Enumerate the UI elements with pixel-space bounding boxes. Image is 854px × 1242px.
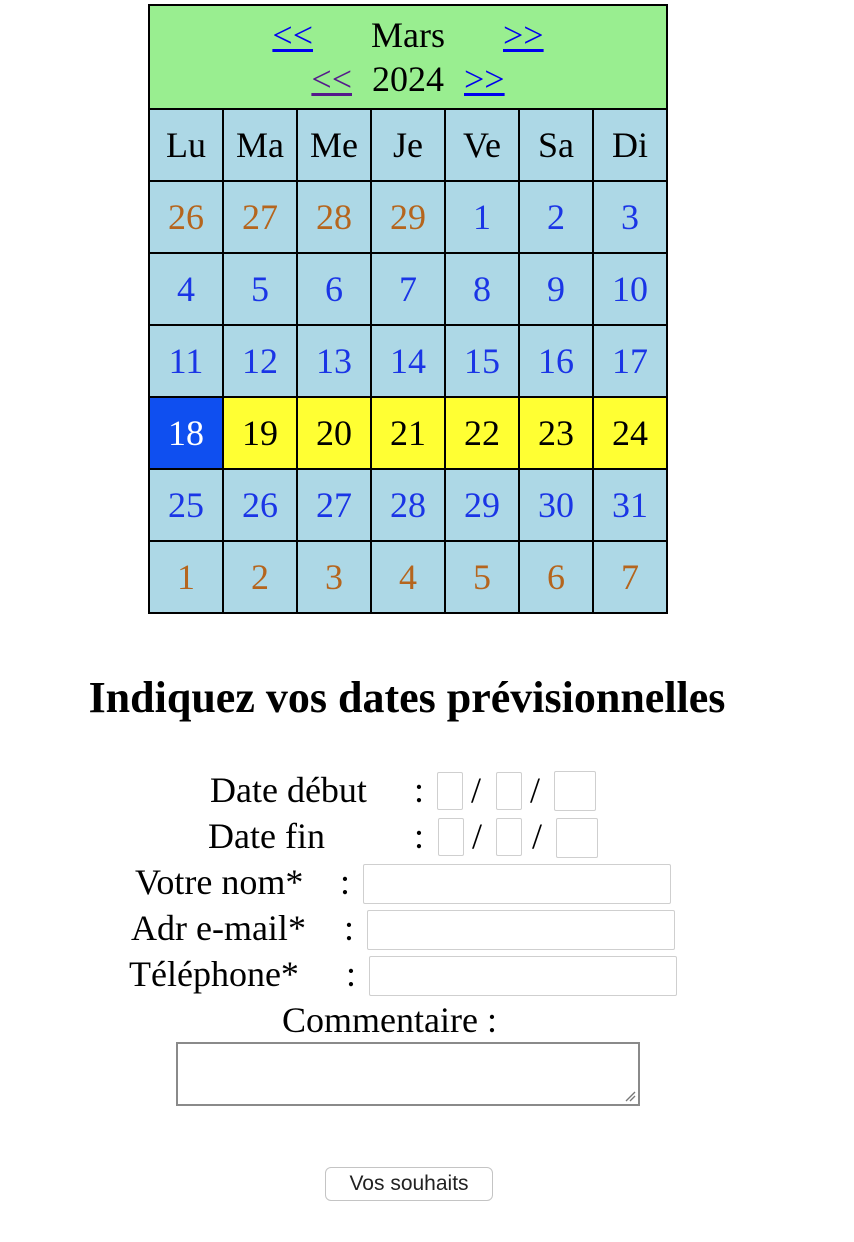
- resize-grip-icon[interactable]: [624, 1090, 636, 1102]
- month-label: Mars: [371, 15, 445, 55]
- phone-input[interactable]: [369, 956, 677, 996]
- calendar-day[interactable]: 21: [371, 397, 445, 469]
- calendar-day[interactable]: 30: [519, 469, 593, 541]
- calendar-header: [149, 5, 667, 109]
- calendar-day[interactable]: 3: [593, 181, 667, 253]
- calendar-day[interactable]: 4: [371, 541, 445, 613]
- calendar-week-row: [149, 469, 667, 541]
- comment-textarea[interactable]: [176, 1042, 640, 1106]
- calendar-day[interactable]: 28: [297, 181, 371, 253]
- colon: :: [414, 816, 425, 856]
- calendar-day[interactable]: 23: [519, 397, 593, 469]
- date-start-row: [0, 770, 854, 810]
- weekday-label: Di: [593, 109, 667, 181]
- calendar-day[interactable]: 5: [445, 541, 519, 613]
- calendar-day[interactable]: 25: [149, 469, 223, 541]
- calendar-day[interactable]: 3: [297, 541, 371, 613]
- phone-row: [0, 954, 854, 996]
- next-month-link[interactable]: >>: [503, 15, 544, 55]
- form-title: Indiquez vos dates prévisionnelles: [88, 673, 726, 722]
- date-separator: /: [530, 770, 541, 810]
- weekday-label: Je: [371, 109, 445, 181]
- calendar-day[interactable]: 1: [445, 181, 519, 253]
- calendar-day[interactable]: 15: [445, 325, 519, 397]
- calendar-grid: [149, 181, 667, 613]
- date-start-day-input[interactable]: [437, 772, 463, 810]
- date-end-label: Date fin: [208, 816, 325, 856]
- weekday-label: Ve: [445, 109, 519, 181]
- calendar-day[interactable]: 7: [371, 253, 445, 325]
- year-navigation: [150, 57, 666, 101]
- calendar-week-row: [149, 253, 667, 325]
- calendar-week-row: [149, 397, 667, 469]
- colon: :: [344, 908, 355, 948]
- prev-month-link[interactable]: <<: [272, 15, 313, 55]
- calendar-week-row: [149, 325, 667, 397]
- calendar-day[interactable]: 5: [223, 253, 297, 325]
- weekday-header-row: [149, 109, 667, 181]
- month-navigation: [150, 13, 666, 57]
- calendar-day[interactable]: 2: [519, 181, 593, 253]
- calendar-day[interactable]: 12: [223, 325, 297, 397]
- date-separator: /: [472, 816, 483, 856]
- comment-row: [0, 1000, 854, 1040]
- next-year-link[interactable]: >>: [464, 59, 505, 99]
- calendar-day[interactable]: 7: [593, 541, 667, 613]
- date-separator: /: [532, 816, 543, 856]
- email-input[interactable]: [367, 910, 675, 950]
- email-row: [0, 908, 854, 950]
- prev-year-link[interactable]: <<: [311, 59, 352, 99]
- calendar-day[interactable]: 29: [445, 469, 519, 541]
- weekday-label: Ma: [223, 109, 297, 181]
- date-start-label: Date début: [210, 770, 367, 810]
- weekday-label: Sa: [519, 109, 593, 181]
- calendar-day[interactable]: 6: [519, 541, 593, 613]
- date-end-year-input[interactable]: [556, 818, 598, 858]
- phone-label: Téléphone*: [129, 954, 299, 994]
- calendar-day[interactable]: 6: [297, 253, 371, 325]
- calendar-day[interactable]: 22: [445, 397, 519, 469]
- calendar-day[interactable]: 28: [371, 469, 445, 541]
- calendar-day[interactable]: 26: [149, 181, 223, 253]
- weekday-label: Lu: [149, 109, 223, 181]
- weekday-label: Me: [297, 109, 371, 181]
- calendar-day[interactable]: 14: [371, 325, 445, 397]
- calendar-day[interactable]: 13: [297, 325, 371, 397]
- calendar-day[interactable]: 1: [149, 541, 223, 613]
- date-end-day-input[interactable]: [438, 818, 464, 856]
- calendar-day[interactable]: 4: [149, 253, 223, 325]
- calendar-day[interactable]: 9: [519, 253, 593, 325]
- calendar-day[interactable]: 11: [149, 325, 223, 397]
- calendar: [148, 4, 668, 614]
- name-input[interactable]: [363, 864, 671, 904]
- colon: :: [346, 954, 357, 994]
- date-start-year-input[interactable]: [554, 771, 596, 811]
- calendar-week-row: [149, 541, 667, 613]
- calendar-day[interactable]: 31: [593, 469, 667, 541]
- calendar-day[interactable]: 16: [519, 325, 593, 397]
- date-separator: /: [471, 770, 482, 810]
- email-label: Adr e-mail*: [131, 908, 306, 948]
- date-end-row: [0, 816, 854, 856]
- colon: :: [414, 770, 425, 810]
- submit-button[interactable]: Vos souhaits: [325, 1167, 493, 1201]
- colon: :: [340, 862, 351, 902]
- date-end-month-input[interactable]: [496, 818, 522, 856]
- calendar-day[interactable]: 27: [223, 181, 297, 253]
- calendar-day-selected[interactable]: 18: [149, 397, 223, 469]
- name-label: Votre nom*: [135, 862, 304, 902]
- calendar-day[interactable]: 2: [223, 541, 297, 613]
- calendar-day[interactable]: 29: [371, 181, 445, 253]
- year-label: 2024: [372, 59, 444, 99]
- calendar-day[interactable]: 19: [223, 397, 297, 469]
- comment-label: Commentaire :: [282, 1000, 497, 1040]
- calendar-day[interactable]: 17: [593, 325, 667, 397]
- name-row: [0, 862, 854, 904]
- calendar-week-row: [149, 181, 667, 253]
- date-start-month-input[interactable]: [496, 772, 522, 810]
- calendar-day[interactable]: 24: [593, 397, 667, 469]
- calendar-day[interactable]: 8: [445, 253, 519, 325]
- calendar-day[interactable]: 10: [593, 253, 667, 325]
- calendar-day[interactable]: 27: [297, 469, 371, 541]
- calendar-day[interactable]: 20: [297, 397, 371, 469]
- calendar-day[interactable]: 26: [223, 469, 297, 541]
